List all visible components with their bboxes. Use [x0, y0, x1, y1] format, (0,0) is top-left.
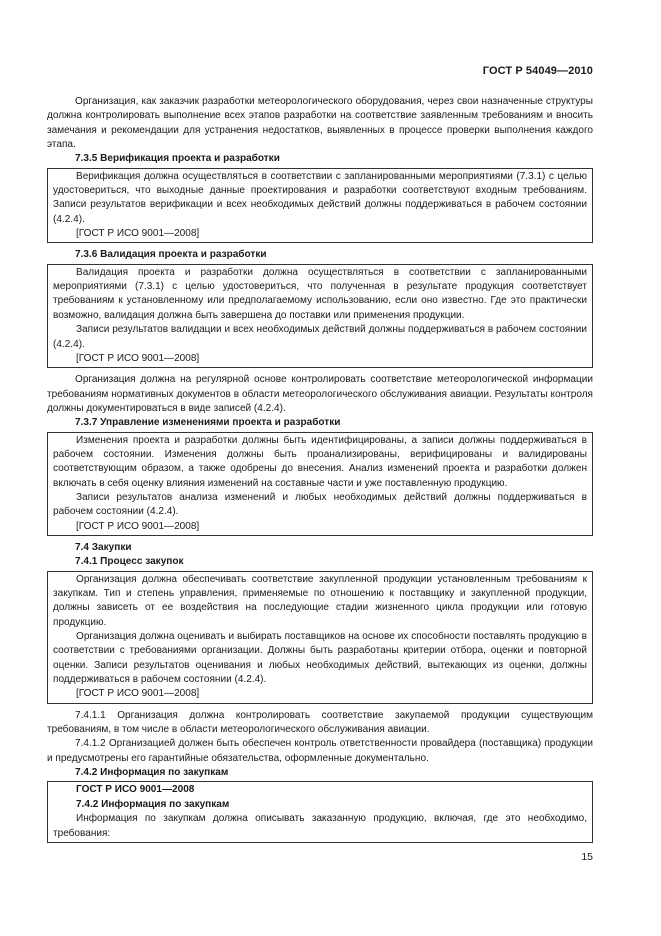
- standard-reference: [ГОСТ Р ИСО 9001—2008]: [76, 228, 200, 240]
- quote-paragraph: Организация должна обеспечивать соответствие закупленной продукции установленным требованиям к закупкам. Тип и степень управления, применяемые по отношению к поставщику и закупленной продукции, должны зависеть от ее воздействия на последующие стадии жизненного цикла продукции или готовую продукцию.: [53, 573, 587, 628]
- note-paragraph: Организация должна на регулярной основе контролировать соответствие метеорологической информации требованиям нормативных документов в области метеорологического обслуживания авиации. Результаты контроля должны документироваться в виде записей (4.2.4).: [47, 374, 593, 414]
- quote-paragraph: Информация по закупкам должна описывать заказанную продукцию, включая, где это необходимо, требования:: [53, 813, 587, 839]
- section-7-3-6-heading: 7.3.6 Валидация проекта и разработки: [75, 249, 267, 261]
- quote-box-7-4-1: [47, 571, 593, 704]
- quote-box-7-3-7: [47, 432, 593, 536]
- section-7-4-heading: 7.4 Закупки: [75, 541, 132, 553]
- page-number: 15: [581, 851, 593, 863]
- quote-box-7-4-2: [47, 781, 593, 842]
- clause-7-4-1-2: 7.4.1.2 Организацией должен быть обеспечен контроль ответственности провайдера (поставщика) продукции и предусмотрены его гарантийные обязательства, оформленные документально.: [47, 738, 593, 764]
- quote-paragraph: Записи результатов валидации и всех необходимых действий должны поддерживаться в рабочем состоянии (4.2.4).: [53, 324, 587, 350]
- standard-reference: [ГОСТ Р ИСО 9001—2008]: [76, 352, 200, 364]
- document-body: [47, 95, 593, 843]
- quote-paragraph: Записи результатов анализа изменений и любых необходимых действий должны поддерживаться в рабочем состоянии (4.2.4).: [53, 491, 587, 518]
- standard-reference: [ГОСТ Р ИСО 9001—2008]: [76, 688, 200, 700]
- document-id: ГОСТ Р 54049—2010: [482, 65, 593, 77]
- quote-paragraph: Изменения проекта и разработки должны быть идентифицированы, а записи должны поддерживаться в рабочем состоянии. Изменения должны быть проанализированы, верифицированы и валидированы соответствующим образом, а также одобрены до внесения. Анализ изменений проекта и разработки должен включать в себя оценку влияния изменений на составные части и уже поставленную продукцию.: [53, 434, 587, 489]
- quote-paragraph: Организация должна оценивать и выбирать поставщиков на основе их способности поставлять продукцию в соответствии с требованиями организации. Должны быть разработаны критерии отбора, оценки и повторной оценки. Записи результатов оценивания и любых необходимых действий, вытекающих из оценки, должны поддерживаться в рабочем состоянии (4.2.4).: [53, 631, 587, 686]
- quote-box-heading: 7.4.2 Информация по закупкам: [76, 798, 230, 810]
- clause-7-4-1-1: 7.4.1.1 Организация должна контролировать соответствие закупаемой продукции существующим требованиям, в том числе в области метеорологического обслуживания авиации.: [47, 709, 593, 736]
- standard-reference: [ГОСТ Р ИСО 9001—2008]: [76, 520, 200, 532]
- section-7-3-5-heading: 7.3.5 Верификация проекта и разработки: [75, 153, 280, 165]
- quote-paragraph: Валидация проекта и разработки должна осуществляться в соответствии с запланированными мероприятиями (7.3.1) с целью удостовериться, что полученная в результате продукция соответствует требованиям к установленному или предполагаемому использованию, если оно известно. Где это практически возможно, валидация должна быть завершена до поставки или применения продукции.: [53, 266, 587, 321]
- section-7-4-1-heading: 7.4.1 Процесс закупок: [75, 556, 184, 568]
- quote-box-7-3-6: [47, 264, 593, 368]
- section-7-3-7-heading: 7.3.7 Управление изменениями проекта и разработки: [75, 417, 341, 429]
- intro-paragraph: Организация, как заказчик разработки метеорологического оборудования, через свои назначенные структуры должна контролировать выполнение всех этапов разработки на соответствие заявленным требованиям и вносить замечания и рекомендации для устранения недостатков, выявленных в процессе проверки выполнения каждого этапа.: [47, 96, 593, 151]
- quote-paragraph: Верификация должна осуществляться в соответствии с запланированными мероприятиями (7.3.1) с целью удостовериться, что выходные данные проектирования и разработки соответствуют входным требованиям. Записи результатов верификации и всех необходимых действий должны поддерживаться в рабочем состоянии (4.2.4).: [53, 170, 587, 225]
- section-7-4-2-heading: 7.4.2 Информация по закупкам: [75, 767, 229, 779]
- quote-box-title: ГОСТ Р ИСО 9001—2008: [76, 784, 195, 796]
- quote-box-7-3-5: [47, 168, 593, 244]
